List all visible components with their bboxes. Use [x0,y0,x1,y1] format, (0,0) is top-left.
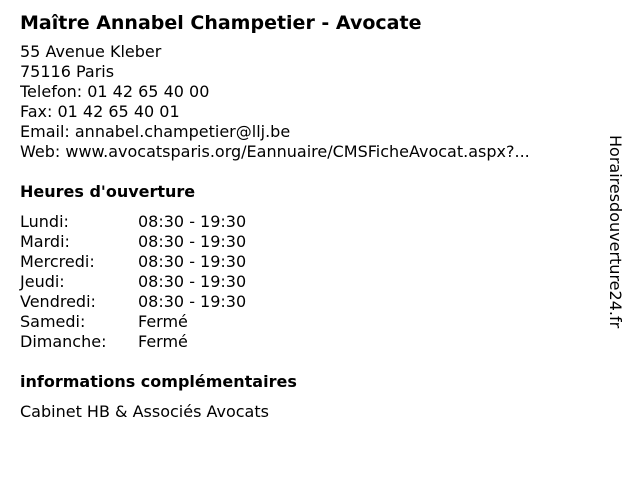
time-value: Fermé [138,312,188,331]
brand-text: Horairesdouverture24.fr [606,135,625,329]
time-value: Fermé [138,332,188,351]
info-heading: informations complémentaires [20,372,297,391]
time-value: 08:30 - 19:30 [138,252,247,271]
time-value: 08:30 - 19:30 [138,292,247,311]
brand-watermark [600,135,630,371]
hours-table [20,212,600,352]
email-line[interactable]: Email: annabel.champetier@llj.be [20,122,291,141]
hours-row-tuesday [20,232,600,252]
address-street: 55 Avenue Kleber [20,42,162,61]
day-label: Dimanche: [20,332,107,351]
page-title: Maître Annabel Champetier - Avocate [20,12,422,34]
phone-line: Telefon: 01 42 65 40 00 [20,82,210,101]
business-card [20,10,600,422]
day-label: Lundi: [20,212,69,231]
hours-row-monday [20,212,600,232]
time-value: 08:30 - 19:30 [138,272,247,291]
hours-row-thursday [20,272,600,292]
day-label: Jeudi: [20,272,65,291]
address-city: 75116 Paris [20,62,115,81]
day-label: Mercredi: [20,252,95,271]
day-label: Mardi: [20,232,70,251]
day-label: Vendredi: [20,292,96,311]
fax-line: Fax: 01 42 65 40 01 [20,102,180,121]
hours-row-friday [20,292,600,312]
hours-row-wednesday [20,252,600,272]
time-value: 08:30 - 19:30 [138,232,247,251]
day-label: Samedi: [20,312,86,331]
contact-block [20,42,600,162]
hours-row-saturday [20,312,600,332]
hours-heading: Heures d'ouverture [20,182,196,201]
hours-row-sunday [20,332,600,352]
time-value: 08:30 - 19:30 [138,212,247,231]
info-text: Cabinet HB & Associés Avocats [20,402,269,421]
web-line[interactable]: Web: www.avocatsparis.org/Eannuaire/CMSFicheAvocat.aspx?... [20,142,530,161]
